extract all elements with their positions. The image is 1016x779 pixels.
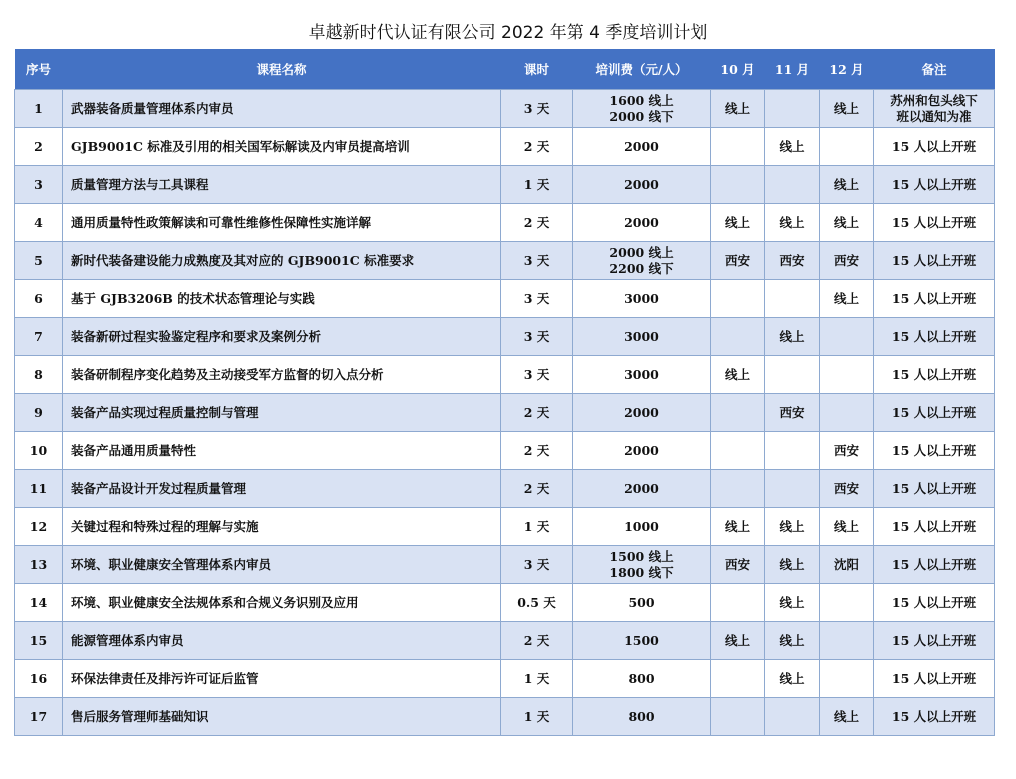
cell-fee-line: 1800 线下: [609, 564, 674, 580]
cell-hours: 0.5 天: [501, 584, 573, 622]
cell-note-line: 15 人以上开班: [891, 404, 977, 420]
cell-note: [874, 90, 995, 128]
cell-fee: [573, 508, 711, 546]
cell-hours: 2 天: [501, 622, 573, 660]
cell-hours: 3 天: [501, 280, 573, 318]
cell-november: 线上: [765, 584, 820, 622]
cell-note: [874, 584, 995, 622]
cell-hours: 2 天: [501, 394, 573, 432]
cell-course-name: 武器装备质量管理体系内审员: [63, 90, 501, 128]
cell-hours: 1 天: [501, 660, 573, 698]
cell-october: 线上: [711, 90, 765, 128]
cell-course-name: 装备研制程序变化趋势及主动接受军方监督的切入点分析: [63, 356, 501, 394]
cell-fee: [573, 584, 711, 622]
header-october: 10 月: [711, 49, 765, 90]
cell-november: [765, 470, 820, 508]
cell-december: 线上: [820, 508, 874, 546]
cell-fee-line: 3000: [624, 328, 659, 344]
cell-fee-line: 2000: [624, 214, 659, 230]
table-row: [15, 546, 995, 584]
cell-fee: [573, 356, 711, 394]
cell-october: [711, 660, 765, 698]
cell-december: [820, 394, 874, 432]
cell-december: [820, 584, 874, 622]
cell-november: [765, 280, 820, 318]
cell-hours: 2 天: [501, 128, 573, 166]
cell-fee-line: 2000: [624, 138, 659, 154]
cell-fee: [573, 660, 711, 698]
cell-note: [874, 432, 995, 470]
cell-course-name: 能源管理体系内审员: [63, 622, 501, 660]
header-note: 备注: [874, 49, 995, 90]
cell-course-name: 装备产品通用质量特性: [63, 432, 501, 470]
cell-december: 西安: [820, 470, 874, 508]
cell-december: 线上: [820, 698, 874, 736]
cell-note-line: 15 人以上开班: [891, 670, 977, 686]
cell-fee-line: 800: [628, 670, 655, 686]
cell-no: 10: [15, 432, 63, 470]
cell-november: [765, 432, 820, 470]
cell-note-line: 15 人以上开班: [891, 518, 977, 534]
cell-no: 9: [15, 394, 63, 432]
cell-december: [820, 660, 874, 698]
cell-october: 线上: [711, 508, 765, 546]
cell-fee: [573, 622, 711, 660]
cell-fee-line: 1600 线上: [609, 92, 674, 108]
cell-no: 6: [15, 280, 63, 318]
cell-note: [874, 470, 995, 508]
cell-note: [874, 394, 995, 432]
cell-course-name: 环保法律责任及排污许可证后监管: [63, 660, 501, 698]
cell-hours: 1 天: [501, 166, 573, 204]
table-row: [15, 698, 995, 736]
cell-december: [820, 356, 874, 394]
cell-fee-line: 1500: [624, 632, 659, 648]
cell-note-line: 15 人以上开班: [891, 632, 977, 648]
table-row: [15, 128, 995, 166]
cell-december: [820, 318, 874, 356]
table-row: [15, 204, 995, 242]
header-no: 序号: [15, 49, 63, 90]
cell-note-line: 15 人以上开班: [891, 290, 977, 306]
table-row: [15, 432, 995, 470]
table-row: [15, 90, 995, 128]
cell-fee-line: 2200 线下: [609, 260, 674, 276]
cell-november: 线上: [765, 660, 820, 698]
table-row: [15, 166, 995, 204]
cell-no: 17: [15, 698, 63, 736]
cell-note-line: 15 人以上开班: [891, 214, 977, 230]
cell-note: [874, 128, 995, 166]
table-header-row: [15, 49, 995, 90]
cell-fee: [573, 470, 711, 508]
cell-course-name: 基于 GJB3206B 的技术状态管理论与实践: [63, 280, 501, 318]
cell-december: [820, 622, 874, 660]
cell-no: 14: [15, 584, 63, 622]
cell-no: 3: [15, 166, 63, 204]
cell-no: 2: [15, 128, 63, 166]
cell-note-line: 15 人以上开班: [891, 252, 977, 268]
cell-note: [874, 166, 995, 204]
cell-october: 线上: [711, 204, 765, 242]
cell-note-line: 15 人以上开班: [891, 594, 977, 610]
cell-course-name: 装备产品实现过程质量控制与管理: [63, 394, 501, 432]
cell-december: 线上: [820, 204, 874, 242]
cell-course-name: GJB9001C 标准及引用的相关国军标解读及内审员提高培训: [63, 128, 501, 166]
cell-fee: [573, 698, 711, 736]
cell-october: 线上: [711, 356, 765, 394]
table-row: [15, 660, 995, 698]
cell-note-line: 15 人以上开班: [891, 708, 977, 724]
cell-fee-line: 2000: [624, 176, 659, 192]
cell-no: 12: [15, 508, 63, 546]
cell-hours: 1 天: [501, 508, 573, 546]
cell-no: 1: [15, 90, 63, 128]
cell-no: 15: [15, 622, 63, 660]
cell-fee-line: 800: [628, 708, 655, 724]
cell-note-line: 15 人以上开班: [891, 556, 977, 572]
cell-no: 11: [15, 470, 63, 508]
cell-note-line: 班以通知为准: [896, 108, 972, 124]
cell-note: [874, 318, 995, 356]
cell-october: 线上: [711, 622, 765, 660]
cell-october: [711, 166, 765, 204]
cell-note: [874, 546, 995, 584]
cell-fee: [573, 166, 711, 204]
header-hours: 课时: [501, 49, 573, 90]
cell-no: 7: [15, 318, 63, 356]
cell-october: 西安: [711, 242, 765, 280]
cell-no: 16: [15, 660, 63, 698]
cell-november: 西安: [765, 394, 820, 432]
cell-fee: [573, 432, 711, 470]
cell-november: [765, 698, 820, 736]
cell-note-line: 15 人以上开班: [891, 442, 977, 458]
header-december: 12 月: [820, 49, 874, 90]
cell-course-name: 质量管理方法与工具课程: [63, 166, 501, 204]
cell-october: [711, 432, 765, 470]
cell-november: 线上: [765, 204, 820, 242]
cell-no: 5: [15, 242, 63, 280]
table-row: [15, 508, 995, 546]
cell-fee-line: 2000: [624, 442, 659, 458]
cell-october: [711, 128, 765, 166]
cell-fee-line: 1500 线上: [609, 548, 674, 564]
cell-october: [711, 318, 765, 356]
cell-fee: [573, 90, 711, 128]
cell-october: [711, 698, 765, 736]
cell-hours: 3 天: [501, 242, 573, 280]
header-course-name: 课程名称: [63, 49, 501, 90]
cell-fee-line: 3000: [624, 366, 659, 382]
cell-december: 线上: [820, 166, 874, 204]
cell-fee-line: 2000 线下: [609, 108, 674, 124]
cell-no: 8: [15, 356, 63, 394]
cell-fee: [573, 394, 711, 432]
cell-fee: [573, 546, 711, 584]
cell-course-name: 装备产品设计开发过程质量管理: [63, 470, 501, 508]
cell-fee-line: 2000: [624, 480, 659, 496]
table-row: [15, 622, 995, 660]
cell-note: [874, 622, 995, 660]
cell-course-name: 环境、职业健康安全管理体系内审员: [63, 546, 501, 584]
page-title: 卓越新时代认证有限公司 2022 年第 4 季度培训计划: [308, 23, 708, 43]
cell-course-name: 装备新研过程实验鉴定程序和要求及案例分析: [63, 318, 501, 356]
cell-fee: [573, 280, 711, 318]
cell-fee: [573, 242, 711, 280]
cell-course-name: 通用质量特性政策解读和可靠性维修性保障性实施详解: [63, 204, 501, 242]
cell-october: [711, 280, 765, 318]
cell-fee: [573, 204, 711, 242]
cell-hours: 3 天: [501, 546, 573, 584]
cell-november: 线上: [765, 508, 820, 546]
cell-note-line: 苏州和包头线下: [890, 92, 978, 108]
cell-hours: 2 天: [501, 432, 573, 470]
cell-november: [765, 166, 820, 204]
cell-fee-line: 1000: [624, 518, 659, 534]
cell-december: 西安: [820, 242, 874, 280]
cell-december: [820, 128, 874, 166]
cell-hours: 3 天: [501, 356, 573, 394]
cell-note-line: 15 人以上开班: [891, 328, 977, 344]
header-fee: 培训费（元/人）: [573, 49, 711, 90]
header-november: 11 月: [765, 49, 820, 90]
cell-fee: [573, 128, 711, 166]
cell-note: [874, 356, 995, 394]
cell-note: [874, 204, 995, 242]
cell-no: 4: [15, 204, 63, 242]
table-row: [15, 242, 995, 280]
cell-fee-line: 2000 线上: [609, 244, 674, 260]
cell-november: 线上: [765, 622, 820, 660]
cell-note: [874, 508, 995, 546]
cell-november: 西安: [765, 242, 820, 280]
cell-hours: 3 天: [501, 90, 573, 128]
cell-no: 13: [15, 546, 63, 584]
cell-october: [711, 394, 765, 432]
cell-november: 线上: [765, 546, 820, 584]
cell-note-line: 15 人以上开班: [891, 176, 977, 192]
cell-hours: 3 天: [501, 318, 573, 356]
table-row: [15, 280, 995, 318]
cell-november: [765, 356, 820, 394]
cell-note: [874, 660, 995, 698]
cell-december: 线上: [820, 90, 874, 128]
cell-fee-line: 3000: [624, 290, 659, 306]
cell-october: [711, 584, 765, 622]
cell-december: 西安: [820, 432, 874, 470]
table-row: [15, 356, 995, 394]
cell-december: 线上: [820, 280, 874, 318]
cell-fee: [573, 318, 711, 356]
table-row: [15, 584, 995, 622]
cell-hours: 2 天: [501, 204, 573, 242]
cell-october: 西安: [711, 546, 765, 584]
cell-note-line: 15 人以上开班: [891, 480, 977, 496]
cell-hours: 1 天: [501, 698, 573, 736]
cell-november: 线上: [765, 128, 820, 166]
cell-october: [711, 470, 765, 508]
cell-course-name: 售后服务管理师基础知识: [63, 698, 501, 736]
cell-note: [874, 242, 995, 280]
cell-hours: 2 天: [501, 470, 573, 508]
cell-note: [874, 280, 995, 318]
table-row: [15, 394, 995, 432]
cell-fee-line: 2000: [624, 404, 659, 420]
cell-december: 沈阳: [820, 546, 874, 584]
table-row: [15, 470, 995, 508]
cell-november: 线上: [765, 318, 820, 356]
cell-course-name: 新时代装备建设能力成熟度及其对应的 GJB9001C 标准要求: [63, 242, 501, 280]
cell-note-line: 15 人以上开班: [891, 366, 977, 382]
cell-course-name: 关键过程和特殊过程的理解与实施: [63, 508, 501, 546]
cell-note-line: 15 人以上开班: [891, 138, 977, 154]
cell-course-name: 环境、职业健康安全法规体系和合规义务识别及应用: [63, 584, 501, 622]
cell-november: [765, 90, 820, 128]
cell-note: [874, 698, 995, 736]
cell-fee-line: 500: [628, 594, 655, 610]
training-plan-table: [14, 49, 995, 736]
table-row: [15, 318, 995, 356]
